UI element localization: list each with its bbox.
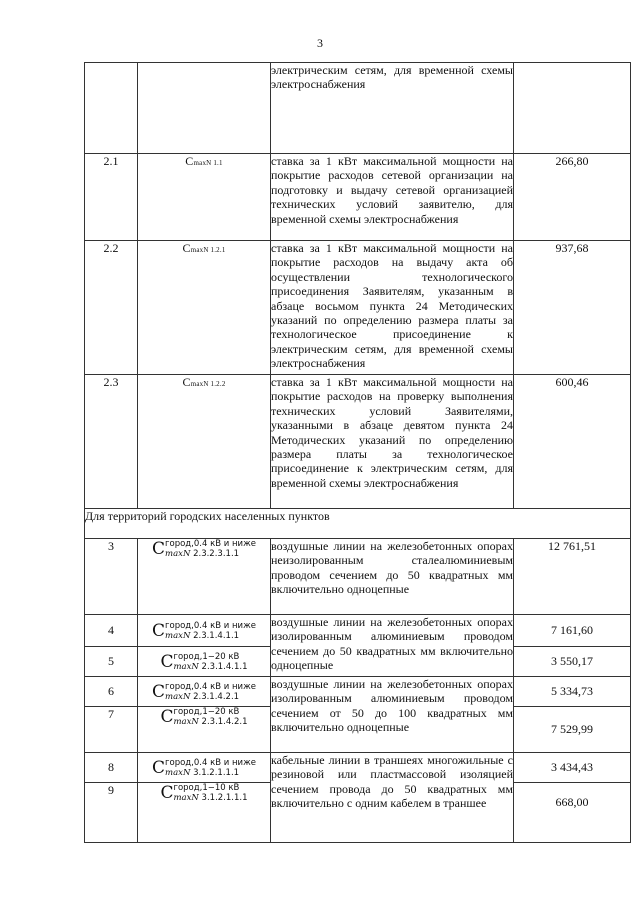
page-number: 3 [317,36,323,50]
rate-code: CmaxN 1.1 [138,154,271,241]
row-description: ставка за 1 кВт максимальной мощности на покрытие расходов на проверку выполнения технических условий Заявителями, указанными в абзаце девятом пункта 24 Методических указаний по определению размера платы за технологическое присоединение к электрическим сетям, для временной схемы электроснабжения [271,375,514,509]
rate-formula: C город,1−10 кВ maxN 3.1.2.1.1.1 [138,783,271,843]
row-value: 937,68 [514,241,631,375]
section-row [85,509,631,539]
row-number: 2.1 [85,154,138,241]
rate-formula: C город,0.4 кВ и ниже maxN 3.1.2.1.1.1 [138,753,271,783]
section-heading: Для территорий городских населенных пунктов [85,509,631,539]
row-description: ставка за 1 кВт максимальной мощности на покрытие расходов на выдачу акта об осуществлении технологического присоединения Заявителям, указанным в абзаце восьмом пункта 24 Методических указаний по определению размера платы за технологическое присоединение к электрическим сетям, для временной схемы электроснабжения [271,241,514,375]
tariff-table [84,62,631,843]
row-number: 3 [85,539,138,615]
row-number: 7 [85,707,138,753]
rate-formula: C город,0.4 кВ и ниже maxN 2.3.1.4.1.1 [138,615,271,647]
table-row [85,63,631,154]
table-row [85,154,631,241]
row-value: 5 334,73 [514,677,631,707]
row-number: 8 [85,753,138,783]
row-value: 7 161,60 [514,615,631,647]
rate-formula: C город,0.4 кВ и ниже maxN 2.3.2.3.1.1 [138,539,271,615]
row-value: 3 434,43 [514,753,631,783]
row-description: ставка за 1 кВт максимальной мощности на покрытие расходов сетевой организации на подготовку и выдачу сетевой организацией технических условий заявителю, для временной схемы электроснабжения [271,154,514,241]
table-row [85,615,631,647]
rate-code: CmaxN 1.2.2 [138,375,271,509]
rate-code: CmaxN 1.2.1 [138,241,271,375]
row-number: 2.3 [85,375,138,509]
row-number: 6 [85,677,138,707]
table-row [85,241,631,375]
row-value: 668,00 [514,783,631,843]
row-description: воздушные линии на железобетонных опорах изолированным алюминиевым проводом сечением от 50 до 100 квадратных мм включительно одноцепные [271,677,514,753]
row-number: 5 [85,647,138,677]
row-value: 3 550,17 [514,647,631,677]
row-value: 12 761,51 [514,539,631,615]
row-number: 4 [85,615,138,647]
rate-formula: C город,1−20 кВ maxN 2.3.1.4.1.1 [138,647,271,677]
table-row [85,539,631,615]
row-number: 9 [85,783,138,843]
row-description: воздушные линии на железобетонных опорах неизолированным сталеалюминиевым проводом сечением до 50 квадратных мм включительно одноцепные [271,539,514,615]
row-value: 266,80 [514,154,631,241]
table-row [85,677,631,707]
row-description: воздушные линии на железобетонных опорах изолированным алюминиевым проводом сечением до 50 квадратных мм включительно одноцепные [271,615,514,677]
row-description: электрическим сетям, для временной схемы электроснабжения [271,63,514,154]
row-value: 7 529,99 [514,707,631,753]
table-row [85,375,631,509]
table-row [85,753,631,783]
row-description: кабельные линии в траншеях многожильные с резиновой или пластмассовой изоляцией сечением провода до 50 квадратных мм включительно с одним кабелем в траншее [271,753,514,843]
rate-formula: C город,1−20 кВ maxN 2.3.1.4.2.1 [138,707,271,753]
rate-formula: C город,0.4 кВ и ниже maxN 2.3.1.4.2.1 [138,677,271,707]
row-number: 2.2 [85,241,138,375]
row-value: 600,46 [514,375,631,509]
